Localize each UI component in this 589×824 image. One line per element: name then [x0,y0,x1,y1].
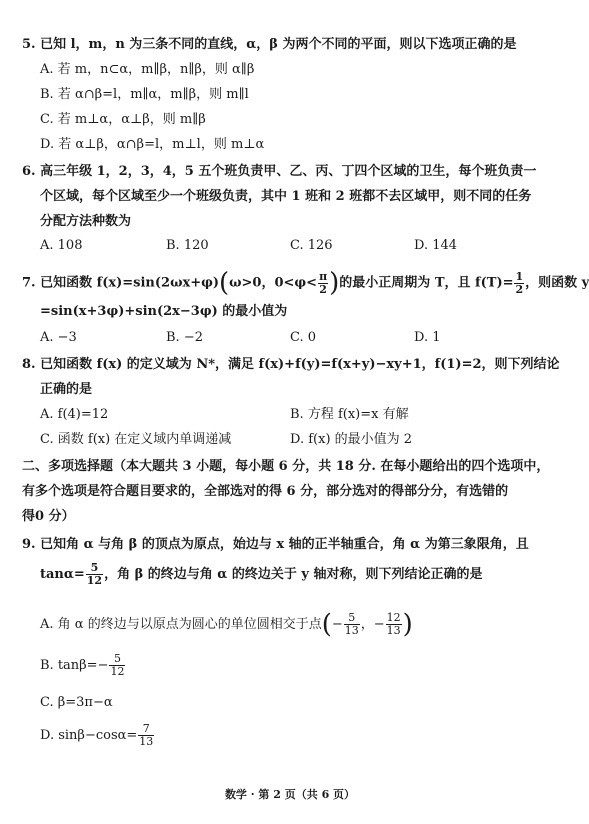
q5-option-a: A. 若 m，n⊂α，m∥β，n∥β，则 α∥β [40,62,255,77]
q7-one-half: $\frac{1}{2}$ [515,269,524,296]
q9-stem-line1: 9. 已知角 α 与角 β 的顶点为原点，始边与 x 轴的正半轴重合，角 α 为第三象限角，且 [22,537,529,552]
q6-option-a: A. 108 [40,238,83,253]
q6-option-b: B. 120 [166,238,209,253]
section2-line3: 得0 分） [22,509,75,524]
q7-stem-mid: 的最小正周期为 T，且 f(T)= [339,275,514,291]
q9-option-a: A. 角 α 的终边与以原点为圆心的单位圆相交于点(− $\frac{5}{13}$ ，− $\frac{12}{13}$ ) [40,609,413,640]
q6-stem-line3: 分配方法种数为 [40,214,132,229]
q7-option-b: B. −2 [166,330,203,345]
q8-option-b: B. 方程 f(x)=x 有解 [290,407,409,422]
section2-line1: 二、多项选择题（本大题共 3 小题，每小题 6 分，共 18 分. 在每小题给出的四个选项中， [22,459,550,474]
q9-option-b [40,652,126,680]
q9-tan-value: $\frac{5}{12}$ [86,561,103,587]
q9-a-frac1: $\frac{5}{13}$ [344,611,359,637]
q9-d-frac: $\frac{7}{13}$ [139,722,154,748]
q9-tan-label: tanα= [40,567,85,582]
q7-stem-line1: 7. 已知函数 f(x)=sin(2ωx+φ)(ω>0，0<φ< $\frac{\pi}{2}$ )的最小正周期为 T，且 f(T)= $\frac{1}{2}$ ，则函数 y [22,268,589,298]
q7-cond: ω>0，0<φ< [229,275,318,291]
q8-option-d: D. f(x) 的最小值为 2 [290,432,413,447]
q5-option-b: B. 若 α∩β=l，m∥α，m∥β，则 m∥l [40,87,249,102]
q9-option-d-text: D. sinβ−cosα= [40,728,138,743]
q8-stem-line1: 8. 已知函数 f(x) 的定义域为 N*，满足 f(x)+f(y)=f(x+y)−xy+1，f(1)=2，则下列结论 [22,357,560,372]
q7-pi-over-2: $\frac{\pi}{2}$ [319,269,328,296]
q9-option-d [40,722,155,750]
q7-option-a: A. −3 [40,330,77,345]
section2-line2: 有多个选项是符合题目要求的，全部选对的得 6 分，部分选对的得部分分，有选错的 [22,484,509,499]
q8-option-a: A. f(4)=12 [40,407,109,422]
q6-option-d: D. 144 [414,238,458,253]
q6-option-c: C. 126 [290,238,333,253]
q6-stem-line1: 6. 高三年级 1，2，3，4，5 五个班负责甲、乙、丙、丁四个区域的卫生，每个班负责一 [22,164,537,179]
q8-option-c: C. 函数 f(x) 在定义域内单调递减 [40,432,232,447]
page-footer: 数学 · 第 2 页（共 6 页） [224,788,356,801]
q7-option-d: D. 1 [414,330,441,345]
q9-b-frac: $\frac{5}{12}$ [110,652,125,678]
q5-option-c: C. 若 m⊥α，α⊥β，则 m∥β [40,112,206,127]
q9-stem-post: ，角 β 的终边与角 α 的终边关于 y 轴对称，则下列结论正确的是 [104,567,483,582]
q9-stem-line2 [40,561,482,589]
q7-option-c: C. 0 [290,330,317,345]
q5-stem: 5. 已知 l，m，n 为三条不同的直线，α，β 为两个不同的平面，则以下选项正确的是 [22,37,517,52]
q8-stem-line2: 正确的是 [40,382,93,397]
q7-stem-post: ，则函数 y [525,275,589,291]
q9-option-a-text: A. 角 α 的终边与以原点为圆心的单位圆相交于点 [40,617,322,632]
q5-option-d: D. 若 α⊥β，α∩β=l，m⊥l，则 m⊥α [40,137,265,152]
q6-stem-line2: 个区域，每个区域至少一个班级负责，其中 1 班和 2 班都不去区域甲，则不同的任务 [40,189,532,204]
q9-option-b-text: B. tanβ=− [40,658,109,673]
q7-stem-line2: =sin(x+3φ)+sin(2x−3φ) 的最小值为 [40,304,288,319]
q9-option-c: C. β=3π−α [40,695,113,710]
q9-a-frac2: $\frac{12}{13}$ [386,611,401,637]
q7-stem-pre: 7. 已知函数 f(x)=sin(2ωx+φ) [22,275,219,291]
